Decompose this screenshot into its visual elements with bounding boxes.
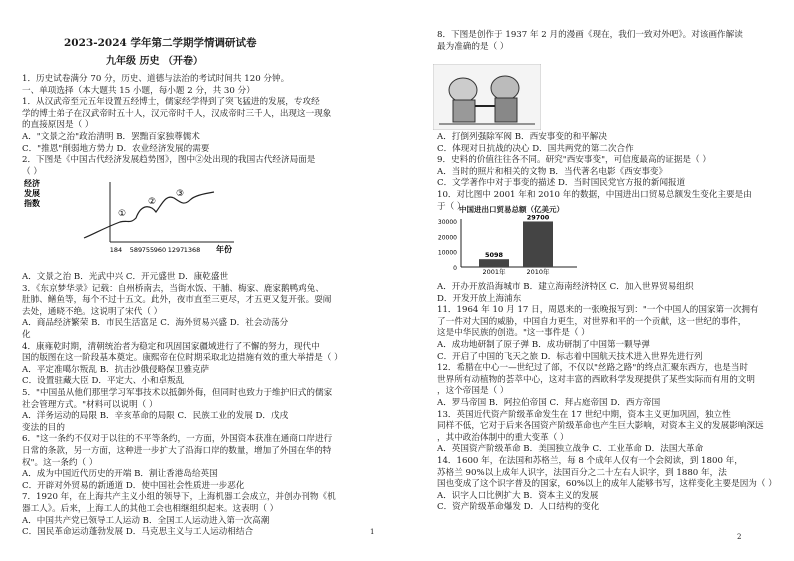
right-line: ，这个帝国是（ ） bbox=[437, 386, 509, 397]
left-line: 权"。这一条约（ ） bbox=[22, 457, 98, 468]
left-line: A．平定准噶尔叛乱 B．抗击沙俄侵略保卫雅克萨 bbox=[22, 364, 210, 375]
left-line: 的直接原因是（ ） bbox=[22, 120, 94, 131]
right-line: A．开办开放沿海城市 B．建立海南经济特区 C．加入世界贸易组织 bbox=[437, 282, 694, 292]
chart-tick-label: 1297 bbox=[167, 246, 185, 254]
right-line: 世界所有动植物的荟萃中心，这对丰富的西欧科学发现提供了某些实际而有用的文明 bbox=[437, 374, 755, 385]
bar-category-label: 2001年 bbox=[482, 268, 506, 275]
right-line: 苏格兰 90%以上成年人识字，法国百分之二十左右人识字，到 1880 年，法 bbox=[437, 467, 727, 478]
exam-title: 2023-2024 学年第二学期学情调研试卷 bbox=[64, 37, 257, 49]
chart-ylabel-2: 发展 bbox=[24, 189, 40, 198]
right-line: 同样不低，它对于后来各国资产阶级革命也产生巨大影响，对资本主义的发展影响深远 bbox=[437, 421, 764, 432]
left-line: A．成为中国近代历史的开端 B．割让香港岛给英国 bbox=[22, 469, 218, 480]
bar bbox=[523, 221, 553, 267]
right-line: 10．对比图中 2001 年和 2010 年的数据，中国进出口贸易总额发生变化主要是由 bbox=[437, 190, 752, 200]
chart-tick-label: 184 bbox=[109, 246, 123, 254]
left-line: 1．历史试卷满分 70 分，历史、道德与法治的考试时间共 120 分钟。 bbox=[22, 74, 290, 84]
chart-ylabel: 经济 bbox=[24, 179, 40, 188]
right-line: C．文学著作中对于事变的描述 D．当时国民党官方报的新闻报道 bbox=[437, 178, 686, 189]
left-line: 3．《东京梦华录》记载：自州桥南去，当街水饭、干脯、梅家、鹿家鹅鸭鸡兔、 bbox=[22, 283, 324, 294]
chart-tick-label: 960 bbox=[153, 246, 167, 254]
page-number-right: 2 bbox=[737, 533, 742, 541]
bar-y-tick-label: 10000 bbox=[437, 249, 457, 257]
bar-y-tick-label: 20000 bbox=[437, 234, 457, 242]
right-line: A．英国资产阶级革命 B．美国独立战争 C．工业革命 D．法国大革命 bbox=[437, 444, 704, 455]
bar-y-ticks bbox=[438, 219, 457, 272]
right-line: 11．1964 年 10 月 17 日，周恩来的一张晚报写到："一个中国人的国家第一次拥有 bbox=[437, 305, 759, 316]
bar-value-label: 5098 bbox=[484, 251, 504, 260]
chart-ylabel-3: 指数 bbox=[24, 199, 40, 208]
right-line: A．成功地研制了原子弹 B．成功研制了中国第一颗导弹 bbox=[437, 340, 650, 350]
right-line: ，其中政治体制中的重大变革（ ） bbox=[437, 432, 569, 443]
right-line: A．当时的照片和相关的文物 B．当代著名电影《西安事变》 bbox=[437, 166, 668, 177]
left-line: 6．"这一条约不仅对于以往的不平等条约，一方面，外国资本获准在通商口岸进行 bbox=[22, 434, 333, 445]
left-line: （ ） bbox=[22, 166, 42, 177]
chart-tick-labels bbox=[110, 246, 200, 254]
annotation-1: ① bbox=[118, 209, 127, 219]
cartoon-illustration bbox=[433, 64, 541, 130]
left-line: 器工人》。后来，上海工人的其他工会也相继组织起来。这表明（ ） bbox=[22, 504, 279, 514]
left-line: 4．康雍乾时期，清朝统治者为稳定和巩固国家疆域进行了不懈的努力，现代中 bbox=[22, 341, 320, 352]
right-line: C．体现对日抗战的决心 D．国共两党的第二次合作 bbox=[437, 143, 634, 154]
right-line: 8．下图是创作于 1937 年 2 月的漫画《现在，我们一致对外吧》。对该画作解读 bbox=[437, 30, 743, 40]
left-line: A．"文景之治"政治清明 B．罢黜百家独尊儒术 bbox=[22, 132, 200, 142]
right-page bbox=[397, 0, 794, 561]
chart-tick-label: 755 bbox=[141, 246, 155, 254]
left-line: 2．下图是《中国古代经济发展趋势图》，图中②处出现的我国古代经济局面是 bbox=[22, 155, 316, 166]
left-line: 5．"中国虽从他们那里学习军事技术以抵御外侮，但同时也致力于维护旧式的儒家 bbox=[22, 388, 333, 398]
left-line: C．设置驻藏大臣 D．平定大、小和卓叛乱 bbox=[22, 376, 185, 387]
right-line: C．开启了中国的飞天之旅 D．标志着中国航天技术进入世界先进行列 bbox=[437, 351, 703, 362]
left-line: A．文景之治 B．光武中兴 C．开元盛世 D．康乾盛世 bbox=[22, 272, 229, 282]
bar-series bbox=[479, 215, 553, 275]
left-line: A．中国共产党已领导工人运动 B．全国工人运动进入第一次高潮 bbox=[22, 515, 270, 526]
bar-value-label: 29700 bbox=[526, 215, 550, 222]
bar-chart-title: 中国进出口贸易总额（亿美元） bbox=[459, 205, 564, 214]
right-line: 14．1600 年，在法国和苏格兰，每 8 个成年人仅有一个会阅读，到 1800 年， bbox=[437, 456, 743, 466]
left-line: C．国民革命运动蓬勃发展 D．马克思主义与工人运动相结合 bbox=[22, 527, 254, 538]
page-number-left: 1 bbox=[370, 528, 375, 536]
left-line: 去处，通晓不绝。这说明了宋代（ ） bbox=[22, 306, 163, 317]
left-line: A．商品经济繁荣 B．市民生活富足 C．海外贸易兴盛 D．社会动荡分 bbox=[22, 318, 289, 329]
exam-subtitle: 九年级 历史 （开卷） bbox=[106, 56, 203, 67]
bar-y-tick-label: 30000 bbox=[437, 219, 457, 226]
right-line: D．开发开放上海浦东 bbox=[437, 293, 522, 304]
right-line: 国也变成了这个识字普及的国家，60%以上的成年人能够书写，这样变化主要是因为（ ） bbox=[437, 479, 777, 490]
right-line: C．资产阶级革命爆发 D．人口结构的变化 bbox=[437, 502, 600, 513]
left-line: 化 bbox=[22, 330, 31, 340]
chart-tick-label: 589 bbox=[129, 246, 143, 254]
right-line: 这是中华民族的创造。"这一事件是（ ） bbox=[437, 328, 590, 339]
right-line: 最为准确的是（ ） bbox=[437, 41, 509, 52]
left-line: 学的博士弟子在汉武帝时五十人，汉元帝时千人，汉成帝时三千人，出现这一现象 bbox=[22, 108, 332, 119]
left-line: 社会管理方式。"材料可以说明（ ） bbox=[22, 399, 158, 410]
annotation-2: ② bbox=[148, 197, 157, 207]
left-line: C．"推恩"削弱地方势力 D．农业经济发展的需要 bbox=[22, 143, 210, 154]
bar-category-label: 2010年 bbox=[526, 268, 550, 275]
bar bbox=[479, 259, 509, 267]
chart-tick-label: 1368 bbox=[183, 246, 201, 254]
right-line: 于（ ） bbox=[437, 201, 466, 212]
economy-trend-chart bbox=[24, 172, 249, 272]
trade-bar-chart bbox=[427, 215, 587, 275]
right-line: A．打倒列强除军阀 B．西安事变的和平解决 bbox=[437, 132, 607, 142]
right-line: 了一件对大国的威胁，中国自力更生，对世界和平的一个贡献，这一世纪的事件， bbox=[437, 316, 747, 327]
left-line: 7．1920 年，在上海共产主义小组的领导下，上海机器工会成立，并创办刊物《机 bbox=[22, 492, 336, 503]
right-line: 12．希腊在中心一—世纪过了部，不仅以"丝路之路"的终点汇聚东西方，也是当时 bbox=[437, 363, 749, 374]
left-line: 变法的目的 bbox=[22, 422, 65, 433]
left-line: 1．从汉武帝至元五年设置五经博士，儒家经学得到了突飞猛进的发展，专攻经 bbox=[22, 97, 320, 108]
left-line: 日常的条款，另一方面，这种进一步扩大了沿海口岸的数量，增加了外国在华的特 bbox=[22, 446, 332, 456]
left-line: C．开辟对外贸易的新通道 D．使中国社会性质进一步恶化 bbox=[22, 480, 245, 491]
right-line: 13．英国近代资产阶级革命发生在 17 世纪中期，资本主义更加巩固，独立性 bbox=[437, 409, 731, 420]
annotation-3: ③ bbox=[176, 189, 185, 199]
right-line: 9．史料的价值往往各不同。研究"西安事变"，可信度最高的证据是（ ） bbox=[437, 155, 711, 166]
left-line: 一、单项选择（本大题共 15 小题，每小题 2 分，共 30 分） bbox=[22, 85, 255, 96]
left-line: A．洋务运动的局限 B．辛亥革命的局限 C．民族工业的发展 D．戊戌 bbox=[22, 411, 289, 422]
left-line: 肚肺、鳝鱼等，每个不过十五文。此外，夜市直至三更尽，才五更又复开张。耍闹 bbox=[22, 295, 332, 306]
right-line: A．罗马帝国 B．阿拉伯帝国 C．拜占庭帝国 D．西方帝国 bbox=[437, 398, 661, 408]
bar-y-tick-label: 0 bbox=[453, 264, 457, 272]
right-line: A．识字人口比例扩大 B．资本主义的发展 bbox=[437, 490, 599, 501]
chart-xlabel: 年份 bbox=[216, 245, 232, 254]
left-line: 国的版图在这一阶段基本奠定。康熙帝在位时期采取北边措施有效的重大举措是（ ） bbox=[22, 353, 343, 364]
